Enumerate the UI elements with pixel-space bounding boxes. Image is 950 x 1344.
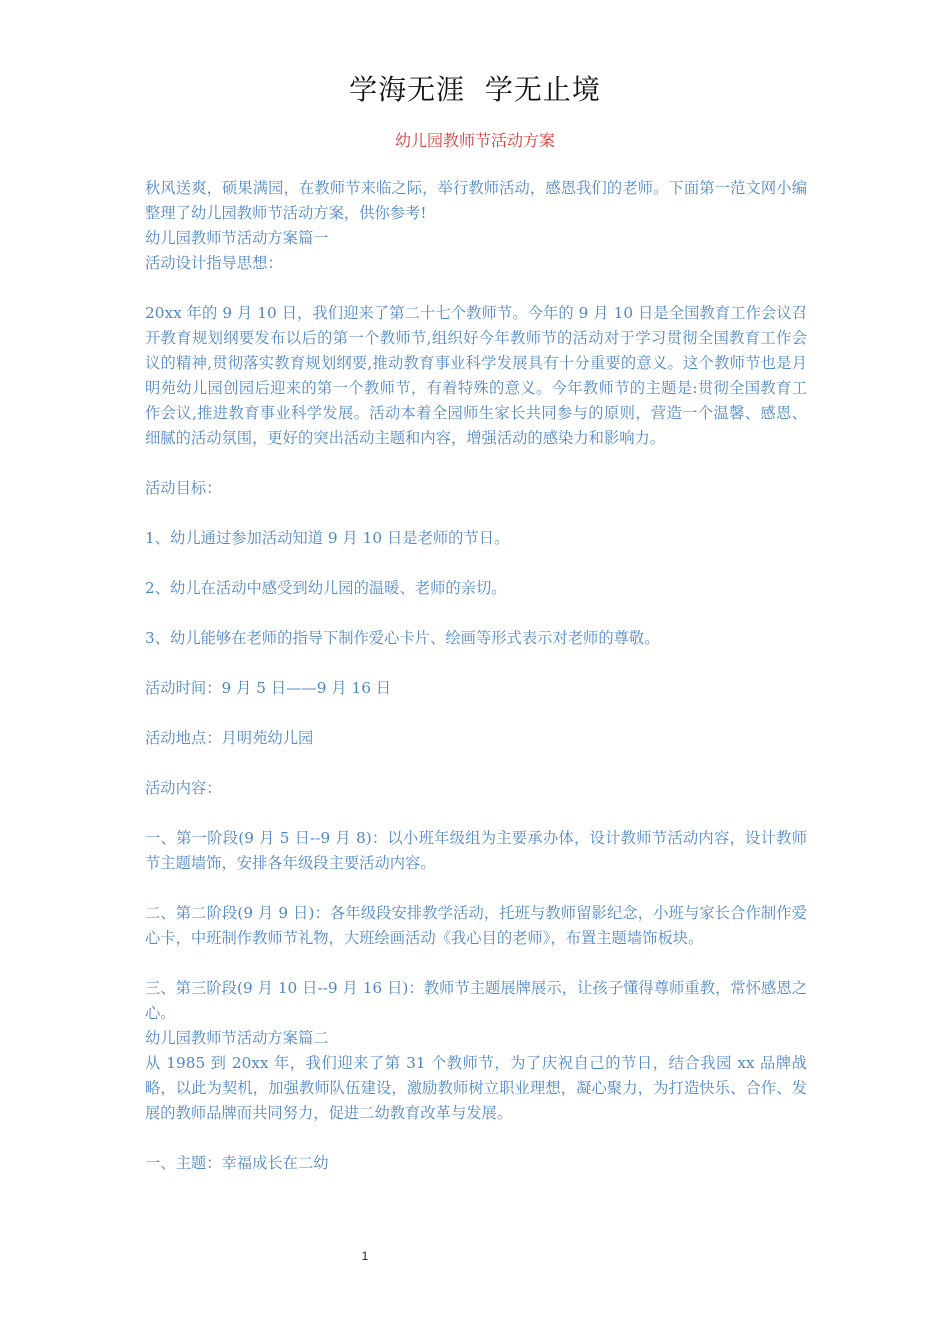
header-motto: 学海无涯 学无止境 <box>349 73 601 106</box>
subheading-activity-goals: 活动目标： <box>145 479 222 497</box>
plan-two-theme: 一、主题：幸福成长在二幼 <box>145 1154 329 1172</box>
goal-item-2: 2、幼儿在活动中感受到幼儿园的温暖、老师的亲切。 <box>145 579 507 597</box>
stage-two-paragraph: 二、第二阶段(9 月 9 日)：各年级段安排教学活动，托班与教师留影纪念，小班与家长合作制作爱心卡，中班制作教师节礼物，大班绘画活动《我心目的老师》，布置主题墙饰板块。 <box>145 904 807 947</box>
stage-three-paragraph: 三、第三阶段(9 月 10 日--9 月 16 日)：教师节主题展牌展示，让孩子懂得尊师重教，常怀感恩之心。 <box>145 979 807 1022</box>
intro-paragraph: 秋风送爽，硕果满园，在教师节来临之际，举行教师活动，感恩我们的老师。下面第一范文网小编整理了幼儿园教师节活动方案，供你参考! <box>145 179 807 222</box>
document-title: 幼儿园教师节活动方案 <box>394 131 555 150</box>
subheading-activity-content: 活动内容： <box>145 779 222 797</box>
page-number: 1 <box>361 1249 369 1263</box>
activity-time: 活动时间：9 月 5 日——9 月 16 日 <box>145 679 392 697</box>
guiding-idea-paragraph: 20xx 年的 9 月 10 日，我们迎来了第二十七个教师节。今年的 9 月 10 日是全国教育工作会议召开教育规划纲要发布以后的第一个教师节,组织好今年教师节的活动对于学习贯彻全国教育工作会议的精神,贯彻落实教育规划纲要,推动教育事业科学发展具有十分重要的意义。这个教师节也是月明苑幼儿园创园后迎来的第一个教师节，有着特殊的意义。今年教师节的主题是:贯彻全国教育工作会议,推进教育事业科学发展。活动本着全园师生家长共同参与的原则，营造一个温馨、感恩、细腻的活动氛围，更好的突出活动主题和内容，增强活动的感染力和影响力。 <box>145 304 807 447</box>
stage-one-paragraph: 一、第一阶段(9 月 5 日--9 月 8)：以小班年级组为主要承办体，设计教师节活动内容，设计教师节主题墙饰，安排各年级段主要活动内容。 <box>145 829 807 872</box>
section-heading-plan-one: 幼儿园教师节活动方案篇一 <box>145 229 329 247</box>
section-heading-plan-two: 幼儿园教师节活动方案篇二 <box>145 1029 329 1047</box>
activity-location: 活动地点：月明苑幼儿园 <box>145 729 314 747</box>
plan-two-intro-paragraph: 从 1985 到 20xx 年，我们迎来了第 31 个教师节，为了庆祝自己的节日，结合我园 xx 品牌战略，以此为契机，加强教师队伍建设，激励教师树立职业理想，凝心聚力，为打造快乐、合作、发展的教师品牌而共同努力，促进二幼教育改革与发展。 <box>145 1054 807 1122</box>
subheading-guiding-idea: 活动设计指导思想： <box>145 254 283 272</box>
goal-item-1: 1、幼儿通过参加活动知道 9 月 10 日是老师的节日。 <box>145 529 510 547</box>
goal-item-3: 3、幼儿能够在老师的指导下制作爱心卡片、绘画等形式表示对老师的尊敬。 <box>145 629 660 647</box>
document-body <box>145 176 807 1176</box>
